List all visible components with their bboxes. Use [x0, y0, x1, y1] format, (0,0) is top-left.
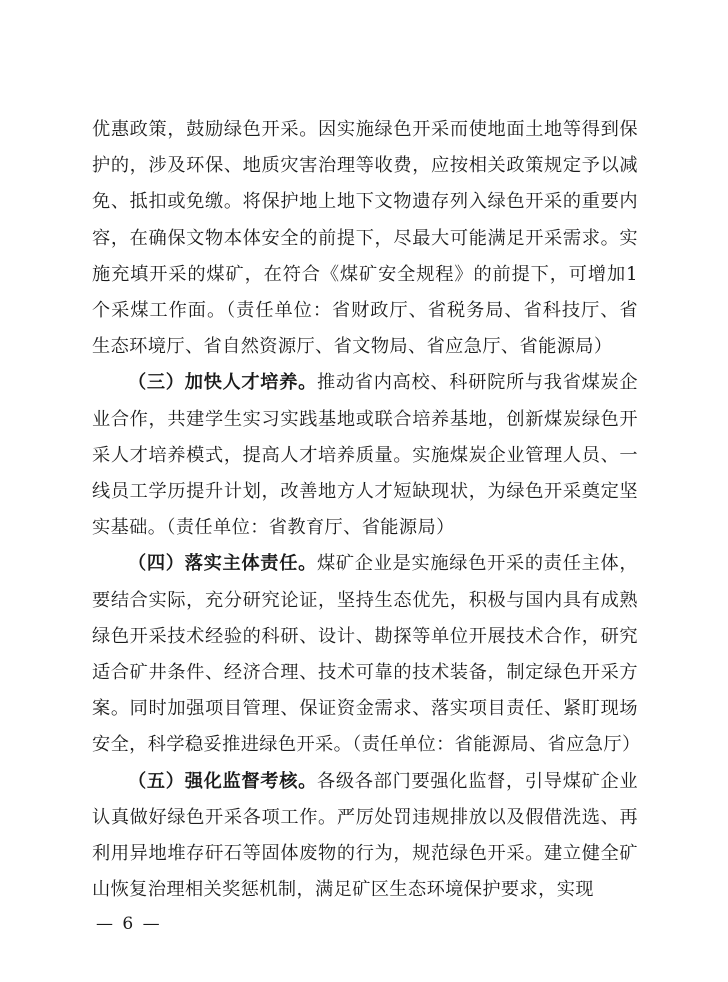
section-heading: （三）加快人才培养。	[128, 372, 317, 394]
paragraph-body: 推动省内高校、科研院所与我省煤炭企业合作，共建学生实习实践基地或联合培养基地，创新煤炭绿色开采人才培养模式，提高人才培养质量。实施煤炭企业管理人员、一线员工学历提升计划，改善地方人才短缺现状，为绿色开采奠定坚实基础。（责任单位：省教育厅、省能源局）	[92, 372, 638, 539]
paragraph-body: 各级各部门要强化监督，引导煤矿企业认真做好绿色开采各项工作。严厉处罚违规排放以及假借洗选、再利用异地堆存矸石等固体废物的行为，规范绿色开采。建立健全矿山恢复治理相关奖惩机制，满足矿区生态环境保护要求，实现	[92, 770, 638, 901]
paragraph-supervision	[92, 764, 638, 909]
paragraph-main-responsibility	[92, 546, 641, 763]
paragraph-talent-training	[92, 365, 638, 546]
section-heading: （四）落实主体责任。	[128, 553, 317, 575]
section-heading: （五）强化监督考核。	[128, 770, 317, 792]
body-text	[92, 112, 641, 908]
paragraph-continuation	[92, 112, 638, 365]
paragraph-body: 煤矿企业是实施绿色开采的责任主体，要结合实际，充分研究论证，坚持生态优先，积极与国内具有成熟绿色开采技术经验的科研、设计、勘探等单位开展技术合作，研究适合矿井条件、经济合理、技术可靠的技术装备，制定绿色开采方案。同时加强项目管理、保证资金需求、落实项目责任、紧盯现场安全，科学稳妥推进绿色开采。（责任单位：省能源局、省应急厅）	[92, 553, 641, 756]
paragraph-body: 优惠政策，鼓励绿色开采。因实施绿色开采而使地面土地等得到保护的，涉及环保、地质灾害治理等收费，应按相关政策规定予以减免、抵扣或免缴。将保护地上地下文物遗存列入绿色开采的重要内容，在确保文物本体安全的前提下，尽最大可能满足开采需求。实施充填开采的煤矿，在符合《煤矿安全规程》的前提下，可增加1个采煤工作面。（责任单位：省财政厅、省税务局、省科技厅、省生态环境厅、省自然资源厅、省文物局、省应急厅、省能源局）	[92, 119, 638, 358]
page-number: — 6 —	[96, 914, 162, 934]
